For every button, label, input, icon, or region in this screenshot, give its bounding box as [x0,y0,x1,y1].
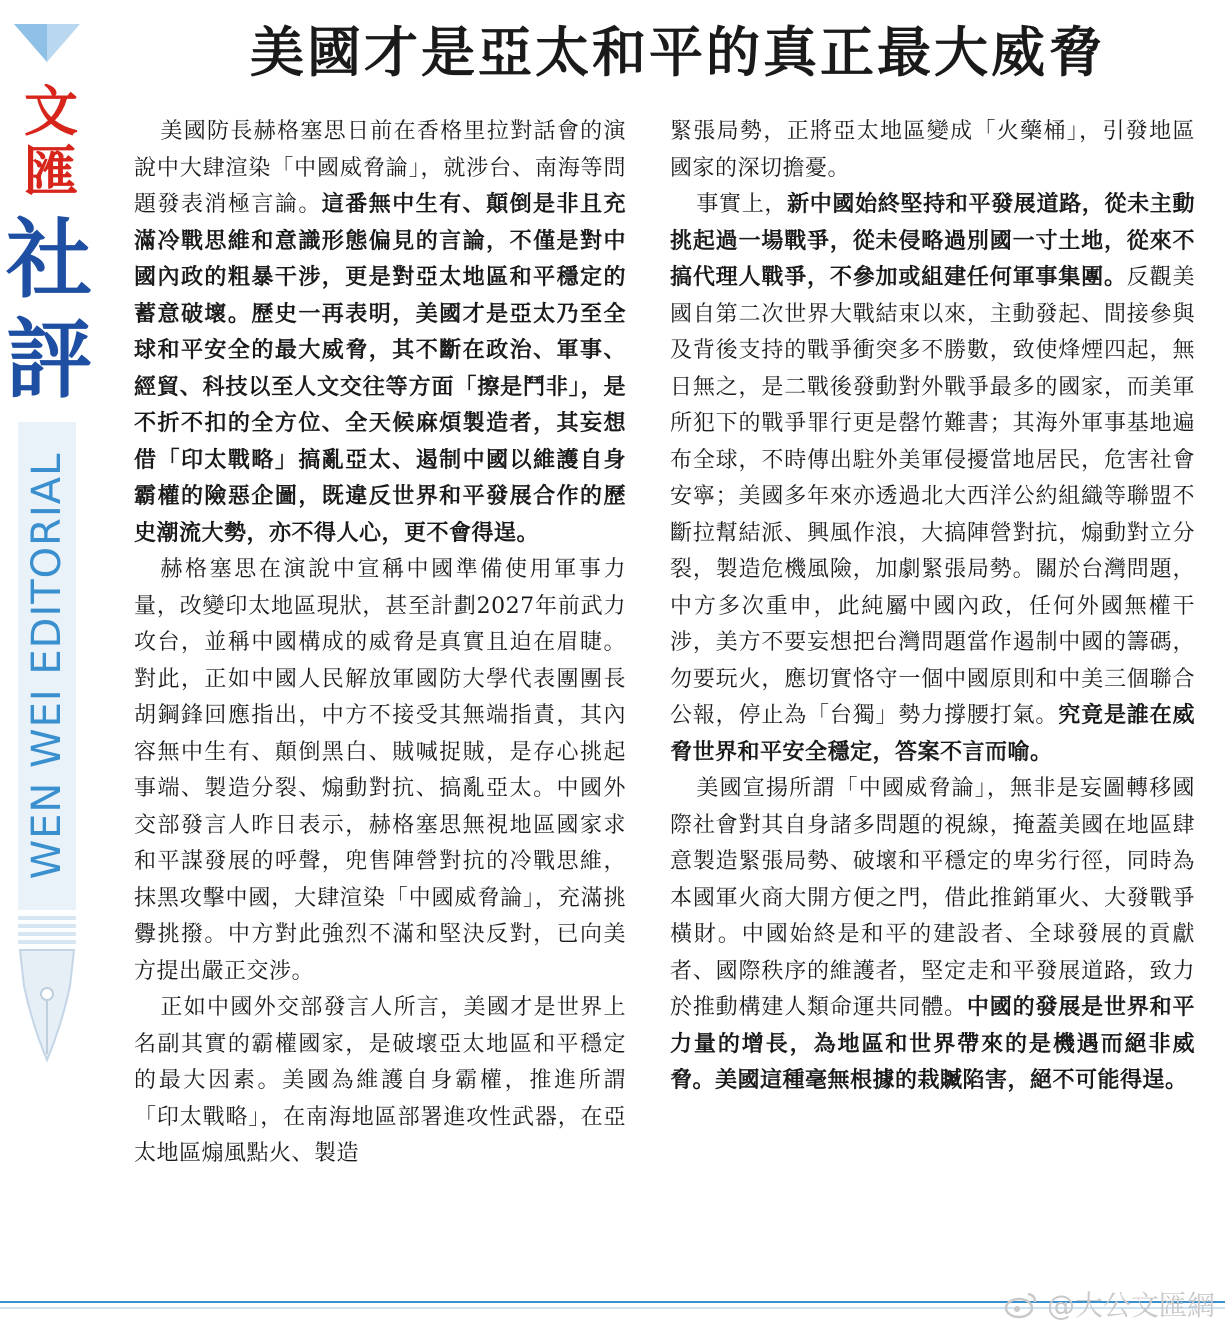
masthead-wen-wei [16,82,86,202]
right-column [670,114,1195,1100]
fountain-pen-nib-icon [14,916,80,1066]
paragraph-2-text: 赫格塞思在演說中宣稱中國準備使用軍事力量，改變印太地區現狀，甚至計劃2027年前武力攻台，並稱中國構成的威脅是真實且迫在眉睫。對此，正如中國人民解放軍國防大學代表團團長胡鋼鋒回應指出，中方不接受其無端指責，其內容無中生有、顛倒黑白、賊喊捉賊，是存心挑起事端、製造分裂、煽動對抗、搞亂亞太。中國外交部發言人昨日表示，赫格塞思無視地區國家求和平謀發展的呼聲，兜售陣營對抗的冷戰思維，抹黑攻擊中國，大肆渲染「中國威脅論」，充滿挑釁挑撥。中方對此強烈不滿和堅決反對，已向美方提出嚴正交涉。 [134,557,626,984]
paragraph-1 [134,114,626,552]
paragraph-2 [134,552,626,990]
paragraph-5 [670,771,1195,1100]
masthead-red-char-1: 文 [24,80,78,143]
paragraph-4-lead: 事實上， [696,192,788,217]
paragraph-3-text: 正如中國外交部發言人所言，美國才是世界上名副其實的霸權國家，是破壞亞太地區和平穩定的最大因素。美國為維護自身霸權，推進所謂「印太戰略」，在南海地區部署進攻性武器，在亞太地區煽風點火、製造 [134,995,626,1166]
masthead-red-char-2: 匯 [24,140,78,203]
paragraph-4-bold-1: 新中國始終堅持和平發展道路，從未主動挑起過一場戰爭，從未侵略過別國一寸土地，從來不搞代理人戰爭，不參加或組建任何軍事集團。 [670,192,1195,290]
paragraph-4 [670,187,1195,771]
watermark-text: @大公文匯網 [1046,1289,1215,1322]
paragraph-3 [134,990,626,1173]
masthead-blue-char-2: 評 [6,309,92,410]
editorial-headline: 美國才是亞太和平的真正最大威脅 [250,21,1105,84]
paragraph-4-bold-2: 究竟是誰在威脅世界和平安全穩定，答案不言而喻。 [670,703,1195,765]
triangle-marker-icon [14,24,80,64]
watermark [1004,1284,1215,1324]
paragraph-4-text: 反觀美國自第二次世界大戰結束以來，主動發起、間接參與及背後支持的戰爭衝突多不勝數，致使烽煙四起，無日無之，是二戰後發動對外戰爭最多的國家，而美軍所犯下的戰爭罪行更是罄竹難書；其海外軍事基地遍布全球，不時傳出駐外美軍侵擾當地居民，危害社會安寧；美國多年來亦透過北大西洋公約組織等聯盟不斷拉幫結派、興風作浪，大搞陣營對抗，煽動對立分裂，製造危機風險，加劇緊張局勢。關於台灣問題，中方多次重申，此純屬中國內政，任何外國無權干涉，美方不要妄想把台灣問題當作遏制中國的籌碼，勿要玩火，應切實恪守一個中國原則和中美三個聯合公報，停止為「台獨」勢力撐腰打氣。 [670,265,1195,728]
paragraph-3-continued [670,114,1195,187]
left-column [134,114,626,1173]
masthead-sidebar [0,0,100,1329]
paragraph-1-text: 美國防長赫格塞思日前在香格里拉對話會的演說中大肆渲染「中國威脅論」，就涉台、南海等問題發表消極言論。 [134,119,626,217]
paragraph-5-text: 美國宣揚所謂「中國威脅論」，無非是妄圖轉移國際社會對其自身諸多問題的視線，掩蓋美國在地區肆意製造緊張局勢、破壞和平穩定的卑劣行徑，同時為本國軍火商大開方便之門，借此推銷軍火、大發戰爭橫財。中國始終是和平的建設者、全球發展的貢獻者、國際秩序的維護者，堅定走和平發展道路，致力於推動構建人類命運共同體。 [670,776,1195,1020]
paragraph-3-cont-text: 緊張局勢，正將亞太地區變成「火藥桶」，引發地區國家的深切擔憂。 [670,119,1195,181]
masthead-editorial [6,210,92,410]
masthead-blue-char-1: 社 [6,209,92,310]
weibo-icon [1004,1291,1038,1319]
masthead-english: WEN WEI EDITORIAL [24,452,70,880]
paragraph-5-bold: 中國的發展是世界和平力量的增長，為地區和世界帶來的是機遇而絕非威脅。美國這種毫無根據的栽贓陷害，絕不可能得逞。 [670,995,1195,1093]
paragraph-1-bold: 這番無中生有、顛倒是非且充滿冷戰思維和意識形態偏見的言論，不僅是對中國內政的粗暴干涉，更是對亞太地區和平穩定的蓄意破壞。歷史一再表明，美國才是亞太乃至全球和平安全的最大威脅，其不斷在政治、軍事、經貿、科技以至人文交往等方面「擦是鬥非」，是不折不扣的全方位、全天候麻煩製造者，其妄想借「印太戰略」搞亂亞太、遏制中國以維護自身霸權的險惡企圖，既違反世界和平發展合作的歷史潮流大勢，亦不得人心，更不會得逞。 [134,192,626,546]
